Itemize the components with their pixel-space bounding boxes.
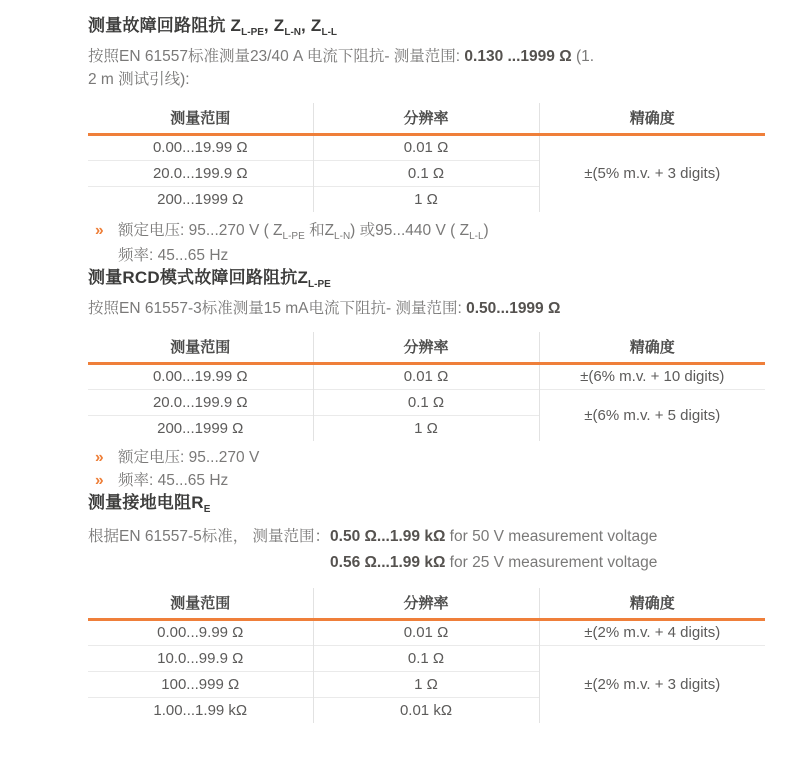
symbol-z: Z <box>297 268 309 287</box>
table-row <box>88 389 765 415</box>
subscript-l-l: L-L <box>469 231 484 242</box>
col-header-range: 测量范围 <box>88 332 313 363</box>
section-title-text: 测量故障回路阻抗 <box>88 16 231 35</box>
col-header-accuracy: 精确度 <box>539 332 765 363</box>
cell-range: 1.00...1.99 kΩ <box>88 697 313 723</box>
section-intro-paragraph <box>88 45 765 91</box>
bullet-text-part: 额定电压: 95...270 V ( Z <box>118 222 283 239</box>
bullet-text-part: ) <box>483 222 489 239</box>
cell-resolution: 0.01 kΩ <box>313 697 539 723</box>
col-header-range: 测量范围 <box>88 103 313 134</box>
cell-resolution: 0.01 Ω <box>313 363 539 389</box>
section-title-earth-resistance <box>88 492 765 517</box>
symbol-z: Z <box>273 16 285 35</box>
bullet-text <box>118 219 765 267</box>
col-header-range: 测量范围 <box>88 588 313 619</box>
intro-text: 按照EN 61557-3标准测量15 mA电流下阻抗- 测量范围: <box>88 300 467 317</box>
subscript-l-n: L-N <box>284 27 302 38</box>
bullet-item-frequency <box>88 469 765 492</box>
range-line-50v <box>330 524 657 550</box>
table-row <box>88 363 765 389</box>
measuring-range-value: 0.130 ...1999 Ω <box>464 48 572 65</box>
intro-text-line2: 2 m 测试引线): <box>88 71 190 88</box>
section-title-rcd-loop-impedance <box>88 267 765 292</box>
subscript-l-n: L-N <box>334 231 351 242</box>
section-title-text: 测量RCD模式故障回路阻抗 <box>88 268 298 287</box>
symbol-z: Z <box>310 16 322 35</box>
bullet-text: 频率: 45...65 Hz <box>118 472 229 489</box>
section-title-text: 测量接地电阻 <box>88 493 192 512</box>
cell-resolution: 1 Ω <box>313 415 539 441</box>
col-header-accuracy: 精确度 <box>539 588 765 619</box>
cell-range: 10.0...99.9 Ω <box>88 645 313 671</box>
bullet-text: 额定电压: 95...270 V <box>118 449 260 466</box>
bullet-item-voltage <box>88 446 765 469</box>
bullet-line-voltage <box>118 219 765 244</box>
cell-accuracy: ±(2% m.v. + 4 digits) <box>539 619 765 645</box>
table-header-row <box>88 103 765 134</box>
double-arrow-icon: » <box>95 472 104 489</box>
cell-accuracy: ±(6% m.v. + 5 digits) <box>539 389 765 441</box>
section-title-loop-impedance <box>88 15 765 40</box>
subscript-e: E <box>203 504 211 515</box>
cell-range: 200...1999 Ω <box>88 415 313 441</box>
bullet-list-1 <box>88 219 765 267</box>
col-header-accuracy: 精确度 <box>539 103 765 134</box>
subscript-l-pe: L-PE <box>241 27 264 38</box>
bullet-list-2 <box>88 446 765 492</box>
cell-resolution: 1 Ω <box>313 671 539 697</box>
symbol-r: R <box>191 493 204 512</box>
bullet-text-part: 和Z <box>304 222 335 239</box>
range-values <box>330 524 657 576</box>
cell-range: 0.00...9.99 Ω <box>157 624 244 641</box>
table-row <box>88 645 765 671</box>
table-row <box>88 619 765 645</box>
cell-resolution: 0.01 Ω <box>313 134 539 160</box>
col-header-resolution: 分辨率 <box>313 588 539 619</box>
cell-resolution: 0.1 Ω <box>313 389 539 415</box>
bullet-text-part: ) 或95...440 V ( Z <box>350 222 470 239</box>
cell-resolution: 0.01 Ω <box>313 619 539 645</box>
range-line-25v <box>330 550 657 576</box>
bullet-line-frequency: 频率: 45...65 Hz <box>118 247 229 264</box>
spec-table-rcd-loop <box>88 332 765 441</box>
cell-resolution: 0.1 Ω <box>313 645 539 671</box>
cell-resolution: 0.1 Ω <box>313 160 539 186</box>
col-header-resolution: 分辨率 <box>313 103 539 134</box>
spec-table-earth-resistance <box>88 588 765 723</box>
table-header-row <box>88 588 765 619</box>
subscript-l-pe: L-PE <box>282 231 305 242</box>
spec-table-loop-impedance <box>88 103 765 212</box>
cell-range: 200...1999 Ω <box>88 186 313 212</box>
measuring-range-value: 0.56 Ω...1.99 kΩ <box>330 554 446 571</box>
separator: , <box>301 16 311 35</box>
measuring-range-value: 0.50...1999 Ω <box>466 300 561 317</box>
cell-range: 0.00...19.99 Ω <box>152 139 248 156</box>
intro-text: 按照EN 61557标准测量23/40 A 电流下阻抗- 测量范围: <box>88 48 465 65</box>
cell-accuracy: ±(6% m.v. + 10 digits) <box>539 363 765 389</box>
bullet-item-voltage <box>88 219 765 267</box>
subscript-l-l: L-L <box>321 27 338 38</box>
cell-resolution: 1 Ω <box>313 186 539 212</box>
cell-accuracy: ±(5% m.v. + 3 digits) <box>539 134 765 212</box>
intro-text-cont: (1. <box>571 48 595 65</box>
cell-accuracy: ±(2% m.v. + 3 digits) <box>539 645 765 723</box>
double-arrow-icon: » <box>95 222 104 239</box>
cell-range: 20.0...199.9 Ω <box>88 389 313 415</box>
subscript-l-pe: L-PE <box>308 279 331 290</box>
separator: , <box>263 16 274 35</box>
intro-label: 根据EN 61557-5标准， 测量范围： <box>88 528 331 545</box>
table-header-row <box>88 332 765 363</box>
range-condition: for 25 V measurement voltage <box>445 554 658 571</box>
col-header-resolution: 分辨率 <box>313 332 539 363</box>
table-row <box>88 134 765 160</box>
section-intro-paragraph-3 <box>88 524 765 576</box>
range-condition: for 50 V measurement voltage <box>445 528 658 545</box>
section-intro-paragraph-2 <box>88 297 765 320</box>
symbol-z: Z <box>230 16 242 35</box>
cell-range: 20.0...199.9 Ω <box>88 160 313 186</box>
measuring-range-value: 0.50 Ω...1.99 kΩ <box>330 528 446 545</box>
cell-range: 100...999 Ω <box>88 671 313 697</box>
double-arrow-icon: » <box>95 449 104 466</box>
cell-range: 0.00...19.99 Ω <box>152 368 248 385</box>
